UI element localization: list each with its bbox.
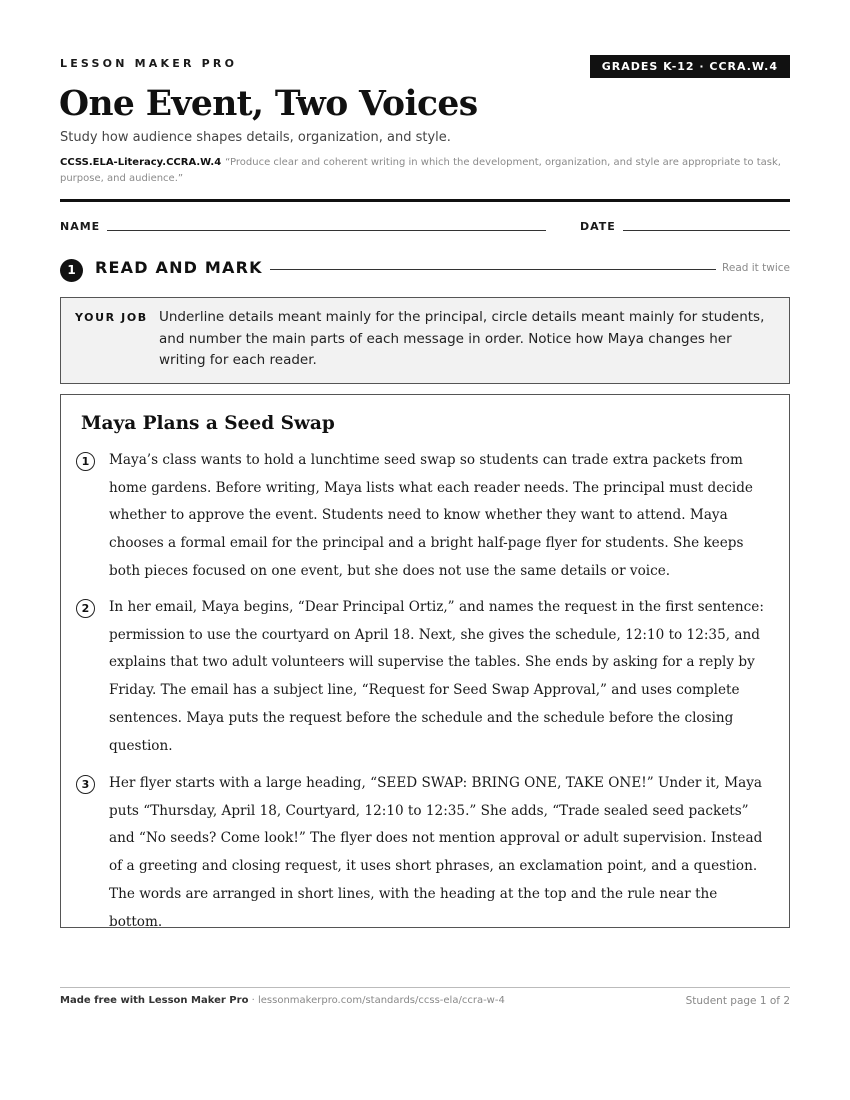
standard-text: “Produce clear and coherent writing in which the development, organization, and style are appropriate to task, purpose, and audience.” [60,157,781,184]
section-divider [270,269,716,270]
reading-passage [60,394,790,928]
date-field[interactable] [623,230,790,231]
page-title: One Event, Two Voices [59,84,478,124]
passage-paragraph: Her flyer starts with a large heading, “SEED SWAP: BRING ONE, TAKE ONE!” Under it, Maya puts “Thursday, April 18, Courtyard, 12:10 to 12:35.” She adds, “Trade sealed seed packets” and “No seeds? Come look!” The flyer does not mention approval or adult supervision. Instead of a greeting and closing request, it uses short phrases, an exclamation point, and a question. The words are arranged in short lines, with the heading at the top and the rule near the bottom. [109,775,763,930]
page-subtitle: Study how audience shapes details, organization, and style. [60,130,451,145]
header-divider [60,199,790,202]
passage-paragraph: In her email, Maya begins, “Dear Principal Ortiz,” and names the request in the first sentence: permission to use the courtyard on April 18. Next, she gives the schedule, 12:10 to 12:35, and explains that two adult volunteers will supervise the tables. She ends by asking for a reply by Friday. The email has a subject line, “Request for Seed Swap Approval,” and uses complete sentences. Maya puts the request before the schedule and the schedule before the closing question. [109,599,764,754]
date-label: DATE [580,220,616,233]
grade-badge: GRADES K-12 · CCRA.W.4 [590,55,790,78]
brand-name: LESSON MAKER PRO [60,57,238,70]
instructions-text: Underline details meant mainly for the principal, circle details meant mainly for students, and number the main parts of each message in order. Notice how Maya changes her writing for each reader. [159,309,765,368]
standard-citation [60,155,790,187]
name-label: NAME [60,220,101,233]
standard-code: CCSS.ELA-Literacy.CCRA.W.4 [60,157,222,168]
paragraph-number: 1 [76,452,95,471]
paragraph-number: 2 [76,599,95,618]
passage-paragraph: Maya’s class wants to hold a lunchtime seed swap so students can trade extra packets from home gardens. Before writing, Maya lists what each reader needs. The principal must decide whether to approve the event. Students need to know whether they want to attend. Maya chooses a formal email for the principal and a bright half-page flyer for students. She keeps both pieces focused on one event, but she does not use the same details or voice. [109,452,753,579]
worksheet-page [60,0,790,1100]
instructions-box [60,297,790,384]
step-number-badge: 1 [60,259,83,282]
section-title: READ AND MARK [95,258,263,277]
paragraph-number: 3 [76,775,95,794]
footer-made-with: Made free with Lesson Maker Pro [60,995,249,1006]
passage-title: Maya Plans a Seed Swap [81,413,335,434]
footer-url-link[interactable]: lessonmakerpro.com/standards/ccss-ela/ccra-w-4 [257,995,505,1006]
footer-credit [60,995,505,1006]
footer-separator: · [248,995,258,1006]
section-note: Read it twice [722,262,790,274]
page-indicator: Student page 1 of 2 [685,995,790,1007]
instructions-label: YOUR JOB [75,311,148,324]
footer-divider [60,987,790,988]
name-field[interactable] [107,230,546,231]
